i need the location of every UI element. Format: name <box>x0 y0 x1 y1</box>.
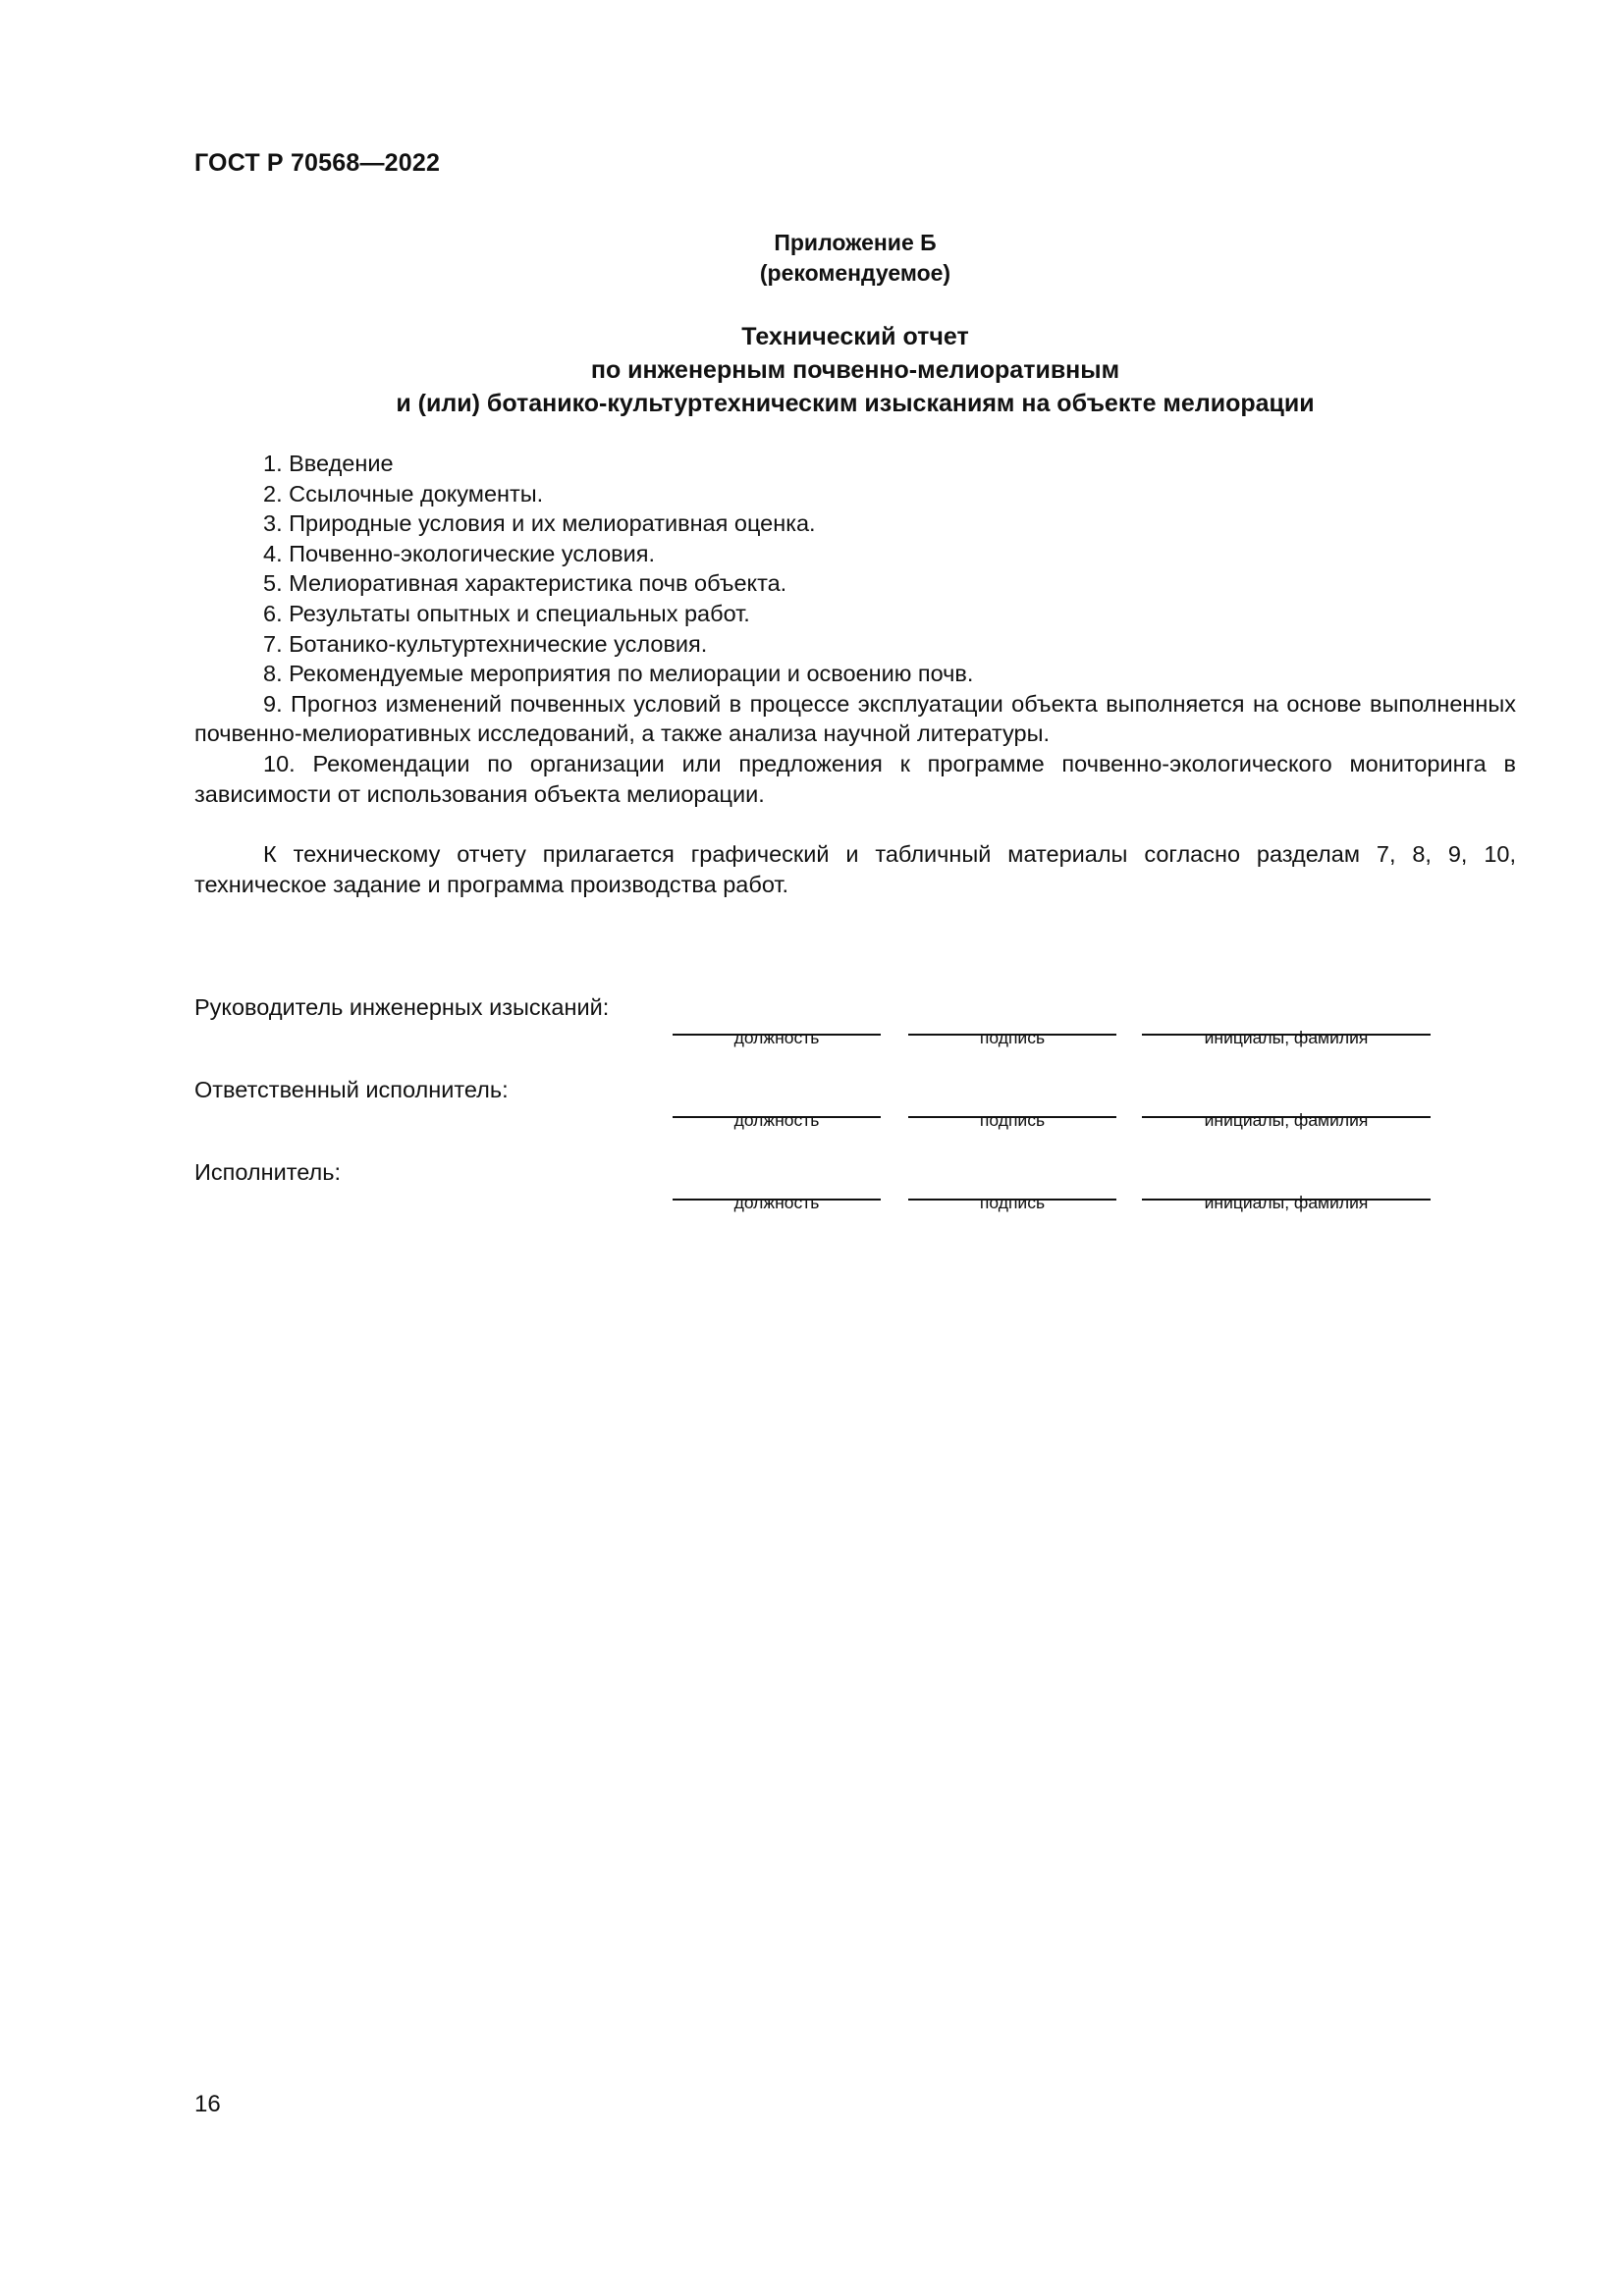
name-caption: инициалы, фамилия <box>1204 1193 1369 1212</box>
appendix-label: Приложение Б <box>774 230 937 255</box>
name-caption: инициалы, фамилия <box>1204 1110 1369 1130</box>
signature-row-executor <box>194 1159 1516 1228</box>
contents-item: 8. Рекомендуемые мероприятия по мелиорации и освоению почв. <box>263 661 974 687</box>
signature-caption: подпись <box>979 1110 1046 1130</box>
contents-item: 6. Результаты опытных и специальных работ. <box>263 600 750 626</box>
position-caption: должность <box>733 1110 820 1130</box>
contents-item: 3. Природные условия и их мелиоративная оценка. <box>263 510 816 537</box>
contents-item: 7. Ботанико-культуртехнические условия. <box>263 630 708 657</box>
signature-caption: подпись <box>979 1028 1046 1047</box>
report-title-line-3: и (или) ботанико-культуртехническим изысканиям на объекте мелиорации <box>396 390 1315 417</box>
report-title-line-1: Технический отчет <box>741 323 969 350</box>
attachments-note: К техническому отчету прилагается графический и табличный материалы согласно разделам 7, 8, 9, 10, техническое задание и программа производства работ. <box>194 841 1516 897</box>
report-title-line-2: по инженерным почвенно-мелиоративным <box>590 356 1120 384</box>
contents-item: 2. Ссылочные документы. <box>263 480 544 507</box>
signature-role-label: Ответственный исполнитель: <box>194 1077 509 1102</box>
signature-role-label: Исполнитель: <box>194 1159 342 1185</box>
contents-item: 10. Рекомендации по организации или предложения к программе почвенно-экологического мониторинга в зависимости от использования объекта мелиорации. <box>194 750 1516 807</box>
appendix-heading <box>194 228 1516 289</box>
position-caption: должность <box>733 1193 820 1212</box>
name-caption: инициалы, фамилия <box>1204 1028 1369 1047</box>
contents-item: 5. Мелиоративная характеристика почв объекта. <box>263 570 787 597</box>
report-contents <box>194 449 1516 899</box>
contents-item: 1. Введение <box>263 451 394 476</box>
signature-role-label: Руководитель инженерных изысканий: <box>194 994 610 1020</box>
contents-item: 4. Почвенно-экологические условия. <box>263 540 656 566</box>
contents-item: 9. Прогноз изменений почвенных условий в процессе эксплуатации объекта выполняется на основе выполненных почвенно-мелиоративных исследований, а также анализа научной литературы. <box>194 690 1516 747</box>
page-number: 16 <box>194 2091 221 2117</box>
document-code: ГОСТ Р 70568—2022 <box>194 149 441 177</box>
report-title <box>194 320 1516 420</box>
signature-caption: подпись <box>979 1193 1046 1212</box>
appendix-status: (рекомендуемое) <box>759 260 951 286</box>
signature-row-lead <box>194 994 1516 1063</box>
position-caption: должность <box>733 1028 820 1047</box>
signature-row-responsible <box>194 1077 1516 1146</box>
